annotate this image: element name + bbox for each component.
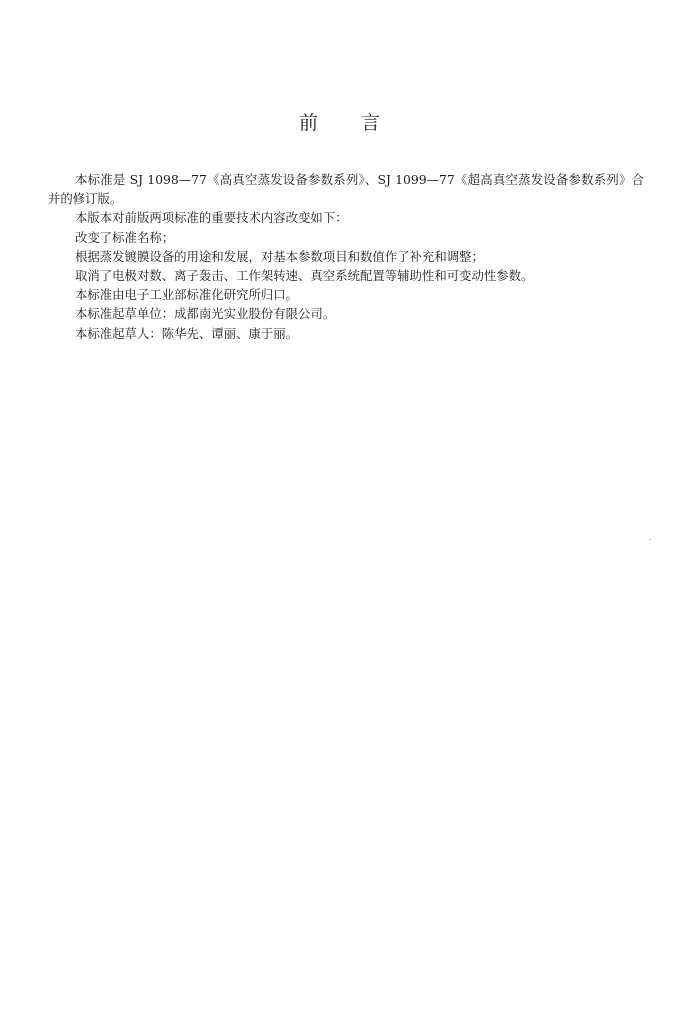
title-char-2: 言: [361, 112, 382, 134]
foreword-body: [48, 170, 644, 343]
paragraph-drafting-unit: 本标准起草单位：成都南光实业股份有限公司。: [75, 306, 336, 322]
paragraph-removed-parameters: 取消了电极对数、离子轰击、工作架转速、真空系统配置等辅助性和可变动性参数。: [75, 268, 534, 284]
paragraph-change-name: 改变了标准名称；: [75, 229, 175, 245]
page-title: [0, 108, 680, 135]
paragraph-change-parameters: 根据蒸发镀膜设备的用途和发展，对基本参数项目和数值作了补充和调整；: [75, 248, 484, 264]
paragraph-revision-basis: 本标准是 SJ 1098—77《高真空蒸发设备参数系列》、SJ 1099—77《超高真空蒸发设备参数系列》合并的修订版。: [48, 172, 644, 207]
scan-speck: [650, 539, 651, 540]
title-char-1: 前: [298, 112, 319, 134]
paragraph-changes-intro: 本版本对前版两项标准的重要技术内容改变如下：: [75, 210, 348, 226]
paragraph-drafters: 本标准起草人：陈华先、谭丽、康于丽。: [75, 325, 299, 341]
paragraph-responsible-body: 本标准由电子工业部标准化研究所归口。: [75, 287, 299, 303]
